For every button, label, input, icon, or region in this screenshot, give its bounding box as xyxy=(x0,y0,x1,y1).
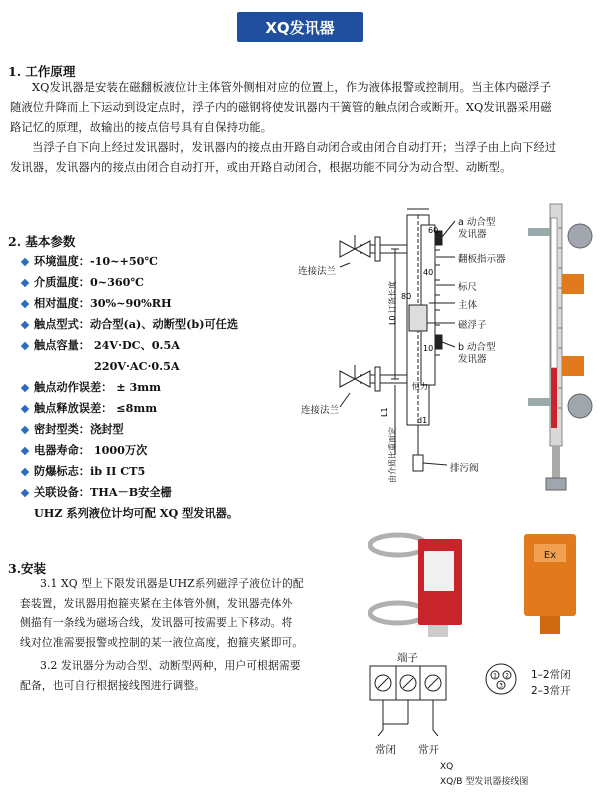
section1-heading: 1. 工作原理 xyxy=(8,64,76,79)
legend-no: 2–3常开 xyxy=(531,685,571,697)
bullet-icon xyxy=(21,425,29,433)
sender-photo-bottom xyxy=(562,356,584,376)
terminal-block xyxy=(368,664,478,744)
level-gauge-photo xyxy=(520,198,596,518)
bullet-icon xyxy=(21,383,29,391)
param-item xyxy=(22,377,238,398)
section3-line: 套装置，发讯器用抱箍夹紧在主体管外侧，发讯器壳体外 xyxy=(20,596,293,610)
param-text: 关联设备：THA－B安全栅 xyxy=(34,485,172,499)
param-text: 触点动作误差： ± 3mm xyxy=(34,380,161,394)
param-item xyxy=(22,293,238,314)
label-ruler: 标尺 xyxy=(458,282,478,293)
label-a-type: a 动合型 xyxy=(458,217,496,228)
param-note xyxy=(22,503,238,524)
bullet-icon xyxy=(21,257,29,265)
section3-line: 3.2 发讯器分为动合型、动断型两种，用户可根据需要 xyxy=(40,659,301,672)
label-flap: 翻板指示器 xyxy=(458,254,506,265)
section3-line: 线对位准需要报警或控制的某一液位高度，抱箍夹紧即可。 xyxy=(20,635,304,649)
section3-line: 配备，也可自行根据接线图进行调整。 xyxy=(20,678,206,692)
section3-line: 3.1 XQ 型上下限发讯器是UHZ系列磁浮子液位计的配 xyxy=(40,577,304,590)
pin-label: 1 xyxy=(493,672,497,680)
param-item xyxy=(22,251,238,272)
terminal-title: 端子 xyxy=(397,652,418,664)
bullet-icon xyxy=(21,446,29,454)
param-item xyxy=(22,335,238,356)
param-text: 介质温度：0~360℃ xyxy=(34,275,144,289)
limit-label: 恒力 xyxy=(412,382,428,391)
param-note-text: UHZ 系列液位计均可配 XQ 型发讯器。 xyxy=(34,506,239,520)
section1-para1-line2: 随液位升降而上下运动到设定点时，浮子内的磁钢将使发讯器内干簧管的触点闭合或断开。XQ发讯器采用磁 xyxy=(10,101,552,114)
param-item xyxy=(22,314,238,335)
params-list xyxy=(22,251,238,524)
dim-d1: d1 xyxy=(417,416,428,425)
nc-label: 常闭 xyxy=(375,744,396,756)
param-item-continuation xyxy=(22,356,238,377)
label-a-sender: 发讯器 xyxy=(458,229,487,240)
param-item xyxy=(22,419,238,440)
page-title: XQ发讯器 xyxy=(237,12,363,42)
label-flange-bottom: 连接法兰 xyxy=(301,405,340,416)
param-item xyxy=(22,398,238,419)
round-connector xyxy=(484,662,518,696)
bullet-icon xyxy=(21,278,29,286)
dim-40: 40 xyxy=(423,268,434,277)
section3-heading: 3.安装 xyxy=(8,561,47,576)
label-b-type: b 动合型 xyxy=(458,342,496,353)
label-body: 主体 xyxy=(458,300,478,311)
top-flange xyxy=(375,237,380,261)
bullet-icon xyxy=(21,488,29,496)
section1-para2-line2: 发讯器，发讯器内的接点由闭合自动打开，或由开路自动闭合，根据功能不同分为动合型、动断型。 xyxy=(10,161,512,174)
param-text: 密封型类：浇封型 xyxy=(34,422,124,436)
no-label: 常开 xyxy=(418,744,439,756)
bottom-flange xyxy=(375,367,380,391)
magnetic-float xyxy=(409,305,427,331)
orange-sender-photo xyxy=(520,528,580,640)
dim-l0: L0 订货长度 xyxy=(388,280,397,326)
bullet-icon xyxy=(21,467,29,475)
section1-para1-line3: 路记忆的原理，故输出的接点信号具有自保持功能。 xyxy=(10,121,273,134)
section1-para1-line1: XQ发讯器是安装在磁翻板液位计主体管外侧相对应的位置上，作为液体报警或控制用。当主体内磁浮子 xyxy=(32,81,551,94)
param-item xyxy=(22,461,238,482)
label-flange-top: 连接法兰 xyxy=(298,266,337,277)
dim-l1: L1 xyxy=(380,407,389,417)
param-text: 防爆标志：ib II CT5 xyxy=(34,464,146,478)
label-drain: 排污阀 xyxy=(450,463,479,474)
drain-valve xyxy=(413,455,423,471)
dim-60: 60 xyxy=(428,226,439,235)
caption-line1: XQ xyxy=(440,762,454,772)
label-b-sender: 发讯器 xyxy=(458,354,487,365)
bullet-icon xyxy=(21,404,29,412)
bullet-icon xyxy=(21,341,29,349)
sender-photo-top xyxy=(562,274,584,294)
param-text: 环境温度：-10~+50℃ xyxy=(34,254,158,268)
dim-10: 10 xyxy=(423,344,434,353)
dim-80: 80 xyxy=(401,292,412,301)
param-item xyxy=(22,440,238,461)
sender-b xyxy=(435,335,442,349)
param-text: 220V·AC·0.5A xyxy=(94,359,180,373)
param-text: 触点容量： 24V·DC、0.5A xyxy=(34,338,180,352)
param-text: 触点释放误差： ≤8mm xyxy=(34,401,158,415)
section2-heading: 2. 基本参数 xyxy=(8,234,76,249)
section1-body xyxy=(10,78,595,178)
param-text: 电器寿命： 1000万次 xyxy=(34,443,148,457)
red-sender-photo xyxy=(368,525,468,640)
section3-body xyxy=(20,574,360,695)
param-item xyxy=(22,482,238,503)
bullet-icon xyxy=(21,320,29,328)
caption-line2: XQ/B 型发讯器接线图 xyxy=(440,777,529,787)
param-item xyxy=(22,272,238,293)
section1-para2-line1: 当浮子自下向上经过发讯器时，发讯器内的接点由开路自动闭合或由闭合自动打开；当浮子由上向下经过 xyxy=(32,141,557,154)
param-text: 触点型式：动合型(a)、动断型(b)可任选 xyxy=(34,317,239,331)
label-float: 磁浮子 xyxy=(458,320,487,331)
svg-text:Ex: Ex xyxy=(543,550,557,561)
param-text: 相对温度：30%~90%RH xyxy=(34,296,172,310)
legend-nc: 1–2常闭 xyxy=(531,669,571,681)
bullet-icon xyxy=(21,299,29,307)
section3-line: 侧描有一条线为磁场合线，发讯器可按需要上下移动。将 xyxy=(20,616,293,629)
dim-l1-note: 由介质比重而定 xyxy=(388,427,397,483)
pin-label: 3 xyxy=(499,682,503,690)
pin-label: 2 xyxy=(505,672,509,680)
